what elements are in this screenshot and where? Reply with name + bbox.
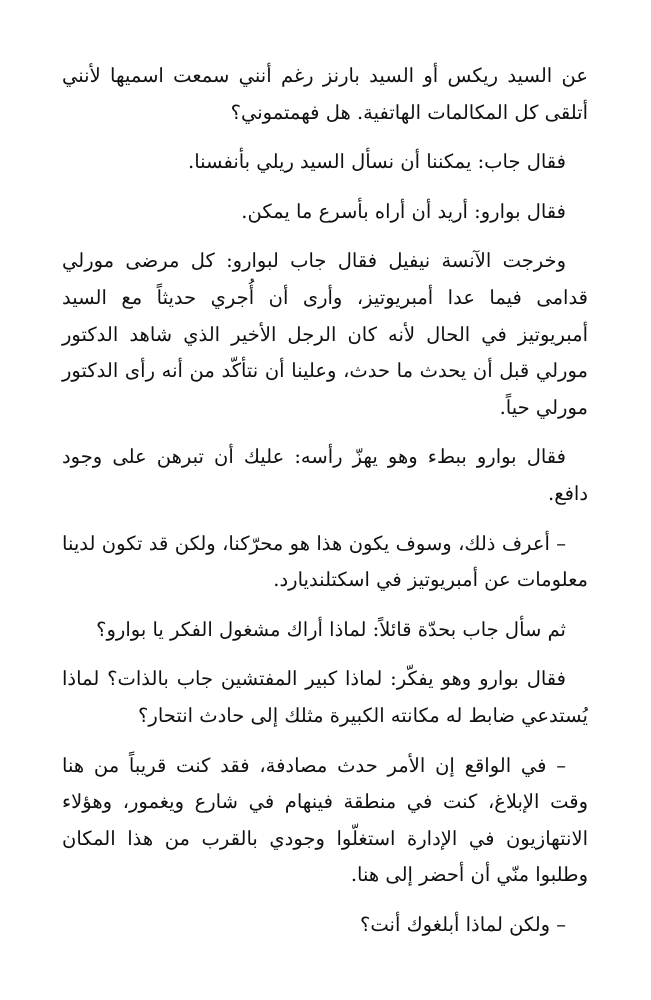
paragraph-10: – ولكن لماذا أبلغوك أنت؟: [360, 912, 566, 936]
book-page: [62, 58, 588, 956]
paragraph-6: – أعرف ذلك، وسوف يكون هذا هو محرّكنا، ولكن قد تكون لدينا معلومات عن أمبريوتيز في اسكتلنديارد.: [62, 531, 588, 592]
paragraph-9: – في الواقع إن الأمر حدث مصادفة، فقد كنت قريباً من هنا وقت الإبلاغ، كنت في منطقة فينهام في شارع ويغمور، وهؤلاء الانتهازيون في الإدارة استغلّوا وجودي بالقرب من هذا المكان وطلبوا منّي أن أحضر إلى هنا.: [62, 753, 588, 887]
paragraph-5: فقال بوارو ببطء وهو يهزّ رأسه: عليك أن تبرهن على وجود دافع.: [62, 445, 588, 505]
paragraph-1: عن السيد ريكس أو السيد بارنز رغم أنني سمعت اسميها لأنني أتلقى كل المكالمات الهاتفية. هل فهمتموني؟: [62, 64, 588, 124]
paragraph-3: فقال بوارو: أريد أن أراه بأسرع ما يمكن.: [241, 199, 566, 223]
paragraph-4: وخرجت الآنسة نيفيل فقال جاب لبوارو: كل مرضى مورلي قدامى فيما عدا أمبريوتيز، وأرى أن أُجري حديثاً مع السيد أمبريوتيز في الحال لأنه كان الرجل الأخير الذي شاهد الدكتور مورلي قبل أن يحدث ما حدث، وعلينا أن نتأكّد من أنه رأى الدكتور مورلي حياً.: [62, 249, 588, 419]
paragraph-2: فقال جاب: يمكننا أن نسأل السيد ريلي بأنفسنا.: [188, 150, 566, 174]
paragraph-7: ثم سأل جاب بحدّة قائلاً: لماذا أراك مشغول الفكر يا بوارو؟: [96, 617, 566, 641]
paragraph-8: فقال بوارو وهو يفكّر: لماذا كبير المفتشين جاب بالذات؟ لماذا يُستدعي ضابط له مكانته الكبيرة مثلك إلى حادث انتحار؟: [62, 667, 588, 727]
